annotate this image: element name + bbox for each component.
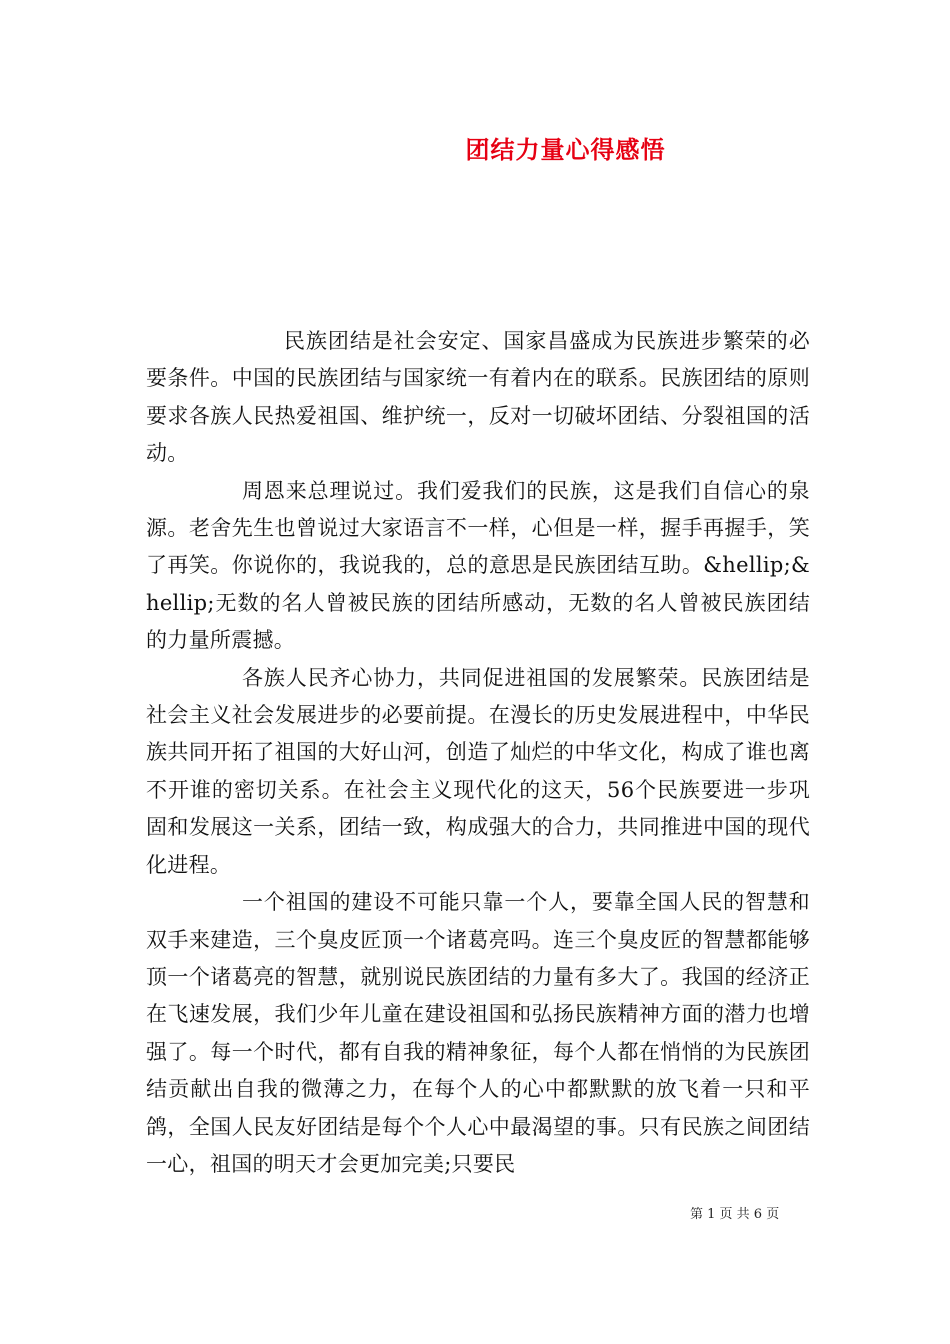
paragraph-4: 一个祖国的建设不可能只靠一个人，要靠全国人民的智慧和双手来建造，三个臭皮匠顶一个诸葛亮吗。连三个臭皮匠的智慧都能够顶一个诸葛亮的智慧，就别说民族团结的力量有多大了。我国的经济正在飞速发展，我们少年儿童在建设祖国和弘扬民族精神方面的潜力也增强了。每一个时代，都有自我的精神象征，每个人都在悄悄的为民族团结贡献出自我的微薄之力，在每个人的心中都默默的放飞着一只和平鸽，全国人民友好团结是每个个人心中最渴望的事。只有民族之间团结一心，祖国的明天才会更加完美;只要民 (146, 890, 810, 1176)
paragraph-1: 民族团结是社会安定、国家昌盛成为民族进步繁荣的必要条件。中国的民族团结与国家统一有着内在的联系。民族团结的原则要求各族人民热爱祖国、维护统一，反对一切破坏团结、分裂祖国的活动。 (146, 329, 810, 466)
document-body (146, 323, 810, 1183)
paragraph-2: 周恩来总理说过。我们爱我们的民族，这是我们自信心的泉源。老舍先生也曾说过大家语言不一样，心但是一样，握手再握手，笑了再笑。你说你的，我说我的，总的意思是民族团结互助。&hellip;&hellip;无数的名人曾被民族的团结所感动，无数的名人曾被民族团结的力量所震撼。 (146, 478, 810, 653)
paragraph-3: 各族人民齐心协力，共同促进祖国的发展繁荣。民族团结是社会主义社会发展进步的必要前提。在漫长的历史发展进程中，中华民族共同开拓了祖国的大好山河，创造了灿烂的中华文化，构成了谁也离不开谁的密切关系。在社会主义现代化的这天，56个民族要进一步巩固和发展这一关系，团结一致，构成强大的合力，共同推进中国的现代化进程。 (146, 665, 810, 877)
page-title: 团结力量心得感悟 (465, 135, 666, 164)
page-number: 第 1 页 共 6 页 (690, 1207, 780, 1222)
